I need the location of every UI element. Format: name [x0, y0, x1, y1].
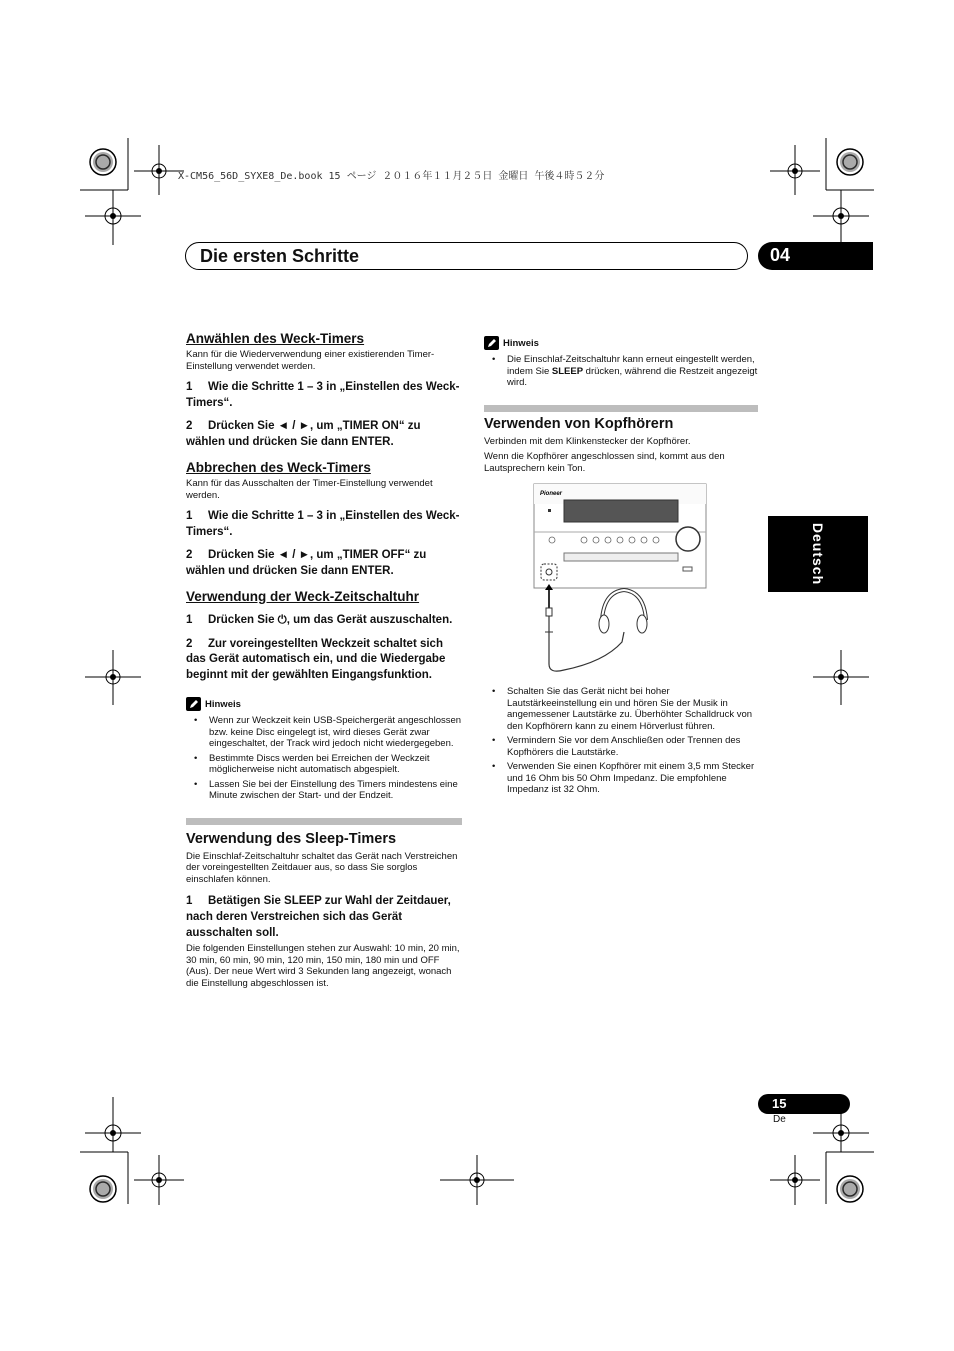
list-item: • Schalten Sie das Gerät nicht bei hoher Lautstärkeeinstellung ein und hören Sie der Musik in angemessener Lautstärke zu. Überhöhter Schalldruck von den Kopfhörern kann zu einem Hörverlust führen.: [484, 686, 758, 732]
section-heading: Anwählen des Weck-Timers: [186, 331, 365, 346]
print-meta: X-CM56_56D_SYXE8_De.book 15 ページ ２０１６年１１月２５日 金曜日 午後４時５２分: [178, 171, 605, 182]
pencil-note-icon: [186, 697, 201, 711]
chapter-title-bar: [185, 242, 748, 270]
note-list: [186, 715, 462, 802]
section-sleep-timer: [186, 818, 462, 990]
page-language: De: [773, 1114, 786, 1125]
section-desc: Kann für das Ausschalten der Timer-Einstellung verwendet werden.: [186, 478, 433, 501]
note-label: Hinweis: [205, 698, 241, 710]
left-column: [186, 331, 462, 989]
list-item: • Wenn zur Weckzeit kein USB-Speichergerät angeschlossen bzw. keine Disc eingelegt ist, wird dieses Gerät zwar eingeschaltet, der Track wird jedoch nicht wiedergegeben.: [186, 715, 462, 750]
note-box: [484, 336, 758, 389]
headphone-connection-illustration: [484, 482, 758, 678]
step: 1 Drücken Sie ⏻, um das Gerät auszuschalten.: [186, 614, 453, 626]
chapter-number-badge: [758, 242, 873, 270]
pencil-note-icon: [484, 336, 499, 350]
step-detail: Die folgenden Einstellungen stehen zur Auswahl: 10 min, 20 min, 30 min, 60 min, 90 min, 120 min, 150 min, 180 min und OFF (Aus). Der neue Wert wird 3 Sekunden lang angezeigt, wonach die Einstellung abgeschlossen ist.: [186, 943, 460, 989]
section-use-wake-timer: [186, 589, 462, 683]
safety-list: [484, 686, 758, 796]
section-divider: [186, 818, 462, 825]
section-desc: Kann für die Wiederverwendung einer existierenden Timer-Einstellung verwendet werden.: [186, 349, 435, 372]
section-cancel-wake-timer: [186, 460, 462, 579]
brand-logo: Pioneer: [540, 491, 563, 497]
page-title: Die ersten Schritte: [200, 246, 360, 266]
list-item: • Vermindern Sie vor dem Anschließen oder Trennen des Kopfhörers die Lautstärke.: [484, 735, 758, 758]
step: 2 Zur voreingestellten Weckzeit schaltet sich das Gerät automatisch ein, und die Wiedergabe beginnt mit der gewählten Eingangsfunktion.: [186, 637, 446, 681]
list-item: • Die Einschlaf-Zeitschaltuhr kann erneut eingestellt werden, indem Sie SLEEP drücken, während die Restzeit angezeigt wird.: [484, 354, 758, 389]
page-number-badge: [758, 1094, 850, 1114]
note-box: [186, 697, 462, 802]
section-headphones: [484, 405, 758, 796]
step: 1 Wie die Schritte 1 – 3 in „Einstellen des Weck-Timers“.: [186, 381, 460, 409]
chapter-number: 04: [770, 245, 791, 265]
language-tab: [768, 516, 868, 592]
step: 1 Wie die Schritte 1 – 3 in „Einstellen des Weck-Timers“.: [186, 510, 460, 538]
right-column: [484, 336, 758, 799]
section-select-wake-timer: [186, 331, 462, 450]
section-desc: Verbinden mit dem Klinkenstecker der Kopfhörer.: [484, 435, 691, 447]
page-number: 15: [772, 1096, 787, 1111]
section-heading: Verwenden von Kopfhörern: [484, 415, 674, 432]
step: 2 Drücken Sie ◄ / ►, um „TIMER OFF“ zu wählen und drücken Sie dann ENTER.: [186, 549, 427, 577]
step: 2 Drücken Sie ◄ / ►, um „TIMER ON“ zu wählen und drücken Sie dann ENTER.: [186, 420, 421, 448]
section-divider: [484, 405, 758, 412]
section-desc: Die Einschlaf-Zeitschaltuhr schaltet das Gerät nach Verstreichen der voreingestellten Zeitdauer aus, so dass Sie sorglos einschlafen können.: [186, 850, 458, 885]
language-tab-label: Deutsch: [810, 522, 826, 586]
section-desc: Wenn die Kopfhörer angeschlossen sind, kommt aus den Lautsprechern kein Ton.: [484, 451, 725, 474]
step: 1 Betätigen Sie SLEEP zur Wahl der Zeitdauer, nach deren Verstreichen sich das Gerät ausschalten soll.: [186, 895, 451, 939]
note-label: Hinweis: [503, 337, 539, 349]
section-heading: Verwendung des Sleep-Timers: [186, 830, 397, 847]
section-heading: Abbrechen des Weck-Timers: [186, 460, 371, 475]
section-heading: Verwendung der Weck-Zeitschaltuhr: [186, 589, 420, 604]
list-item: • Bestimmte Discs werden bei Erreichen der Weckzeit möglicherweise nicht automatisch abgespielt.: [186, 753, 462, 776]
list-item: • Lassen Sie bei der Einstellung des Timers mindestens eine Minute zwischen der Start- und der Endzeit.: [186, 779, 462, 802]
note-list: [484, 354, 758, 389]
list-item: • Verwenden Sie einen Kopfhörer mit einem 3,5 mm Stecker und 16 Ohm bis 50 Ohm Impedanz. Die empfohlene Impedanz ist 32 Ohm.: [484, 761, 758, 796]
